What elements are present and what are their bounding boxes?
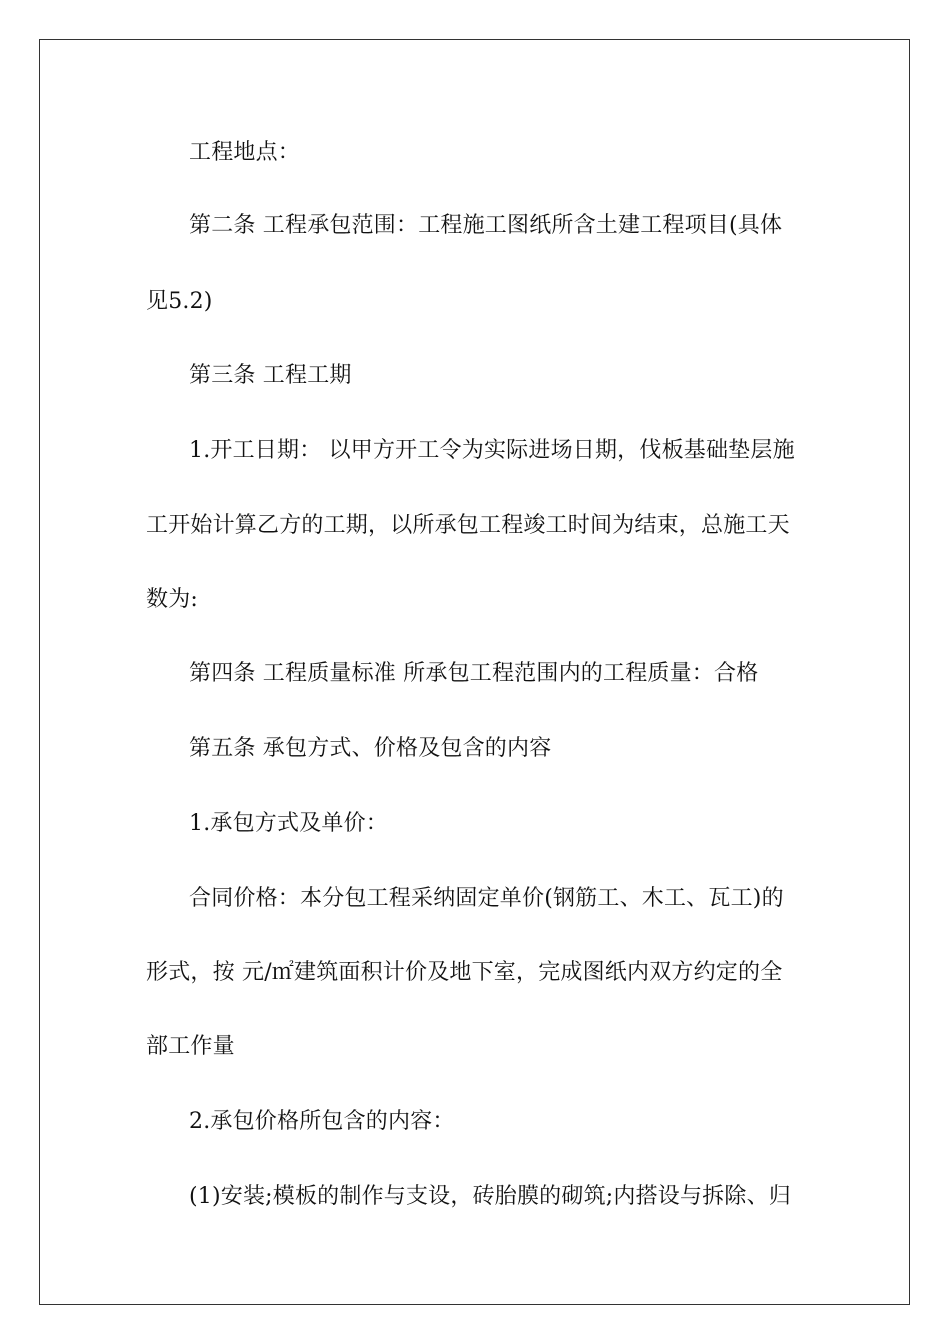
contract-price-line: 合同价格：本分包工程采纳固定单价(钢筋工、木工、瓦工)的 xyxy=(189,886,784,911)
start-date-line: 1.开工日期： 以甲方开工令为实际进场日期，伐板基础垫层施 xyxy=(189,438,795,463)
contract-price-continuation-2: 部工作量 xyxy=(146,1034,235,1059)
price-content-item-1: (1)安装;模板的制作与支设，砖胎膜的砌筑;内搭设与拆除、归 xyxy=(189,1184,791,1209)
contract-method-heading: 1.承包方式及单价： xyxy=(189,811,388,836)
price-content-heading: 2.承包价格所包含的内容： xyxy=(189,1109,455,1134)
article-2-continuation: 见5.2) xyxy=(146,289,213,314)
article-2-line: 第二条 工程承包范围：工程施工图纸所含土建工程项目(具体 xyxy=(189,213,783,238)
start-date-continuation-2: 数为: xyxy=(146,587,199,612)
contract-price-continuation: 形式，按 元/㎡建筑面积计价及地下室，完成图纸内双方约定的全 xyxy=(146,960,783,985)
article-5-heading: 第五条 承包方式、价格及包含的内容 xyxy=(189,736,552,761)
article-3-heading: 第三条 工程工期 xyxy=(189,363,352,388)
location-line: 工程地点： xyxy=(189,140,301,165)
article-4-line: 第四条 工程质量标准 所承包工程范围内的工程质量：合格 xyxy=(189,661,759,686)
start-date-continuation: 工开始计算乙方的工期，以所承包工程竣工时间为结束，总施工天 xyxy=(146,513,790,538)
